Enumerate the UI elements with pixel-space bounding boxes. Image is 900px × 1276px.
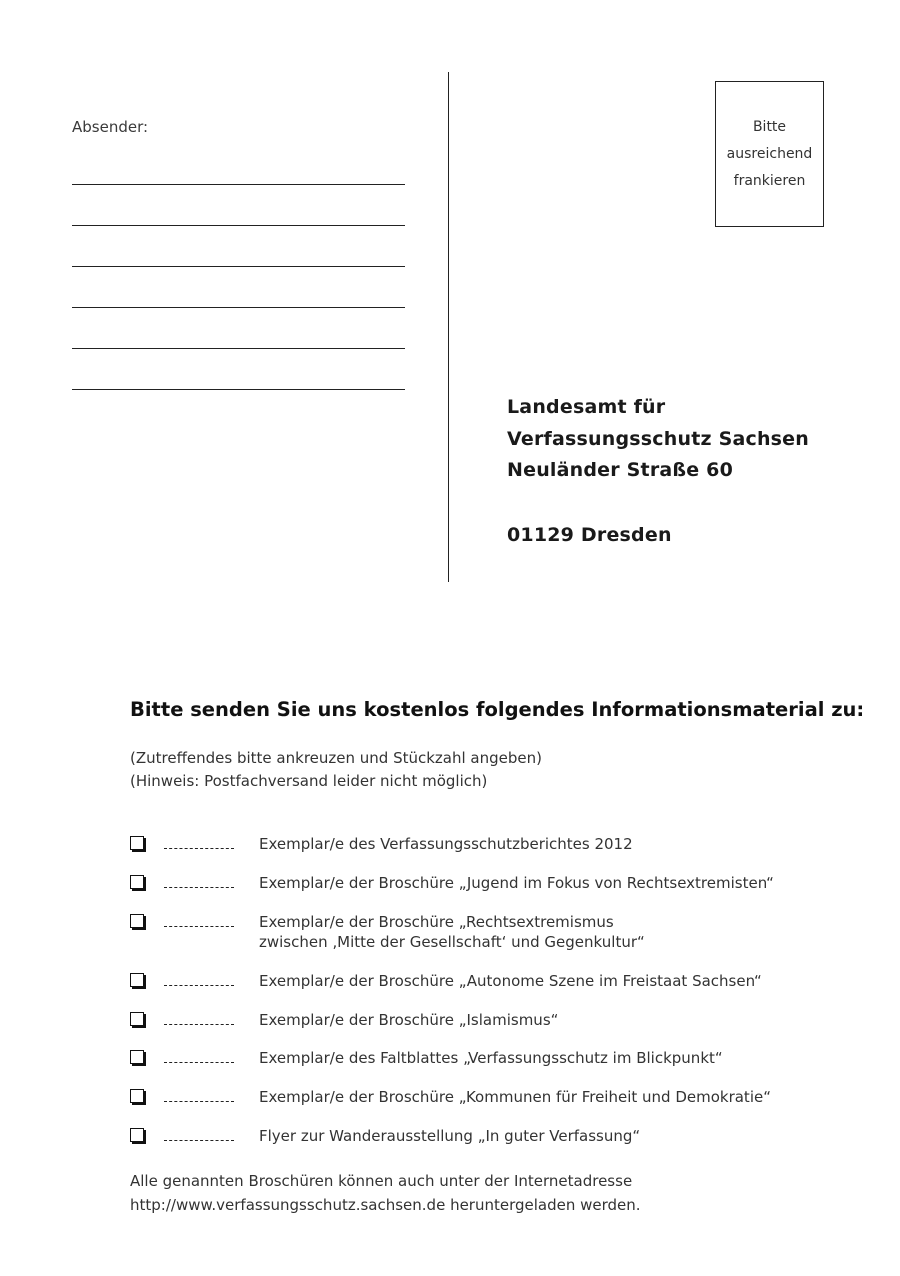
quantity-underline [164, 1062, 234, 1063]
quantity-field[interactable] [164, 1126, 234, 1146]
item-label: Exemplar/e der Broschüre „Islamismus“ [259, 1011, 559, 1029]
order-item-8 [130, 1126, 850, 1150]
item-label: Exemplar/e des Faltblattes „Verfassungsschutz im Blickpunkt“ [259, 1049, 723, 1067]
item-checkbox[interactable] [130, 836, 144, 850]
quantity-underline [164, 985, 234, 986]
stamp-text-2: ausreichend [726, 145, 813, 162]
item-checkbox[interactable] [130, 1128, 144, 1142]
item-label: Exemplar/e der Broschüre „Rechtsextremismus [259, 913, 614, 931]
recipient-line-1: Landesamt für [507, 396, 666, 418]
order-item-2 [130, 873, 850, 897]
item-checkbox[interactable] [130, 875, 144, 889]
quantity-field[interactable] [164, 1087, 234, 1107]
order-note-1: (Zutreffendes bitte ankreuzen und Stückzahl angeben) [130, 749, 542, 767]
quantity-field[interactable] [164, 912, 234, 932]
recipient-line-4: 01129 Dresden [507, 524, 672, 546]
sender-line-4[interactable] [72, 307, 405, 308]
quantity-field[interactable] [164, 834, 234, 854]
order-heading: Bitte senden Sie uns kostenlos folgendes Informationsmaterial zu: [130, 698, 865, 721]
quantity-underline [164, 1024, 234, 1025]
item-label: Exemplar/e der Broschüre „Autonome Szene im Freistaat Sachsen“ [259, 972, 762, 990]
order-item-7 [130, 1087, 850, 1111]
quantity-underline [164, 1101, 234, 1102]
footer-line-2: http://www.verfassungsschutz.sachsen.de heruntergeladen werden. [130, 1196, 641, 1214]
quantity-field[interactable] [164, 1010, 234, 1030]
quantity-field[interactable] [164, 1048, 234, 1068]
order-item-5 [130, 1010, 850, 1034]
order-item-3 [130, 912, 850, 956]
item-checkbox[interactable] [130, 1050, 144, 1064]
item-checkbox[interactable] [130, 914, 144, 928]
quantity-underline [164, 926, 234, 927]
item-checkbox[interactable] [130, 973, 144, 987]
quantity-field[interactable] [164, 971, 234, 991]
recipient-line-2: Verfassungsschutz Sachsen [507, 428, 809, 450]
quantity-field[interactable] [164, 873, 234, 893]
stamp-box [715, 81, 824, 227]
item-checkbox[interactable] [130, 1089, 144, 1103]
item-label: Exemplar/e des Verfassungsschutzberichtes 2012 [259, 835, 633, 853]
footer-line-1: Alle genannten Broschüren können auch unter der Internetadresse [130, 1172, 633, 1190]
sender-line-1[interactable] [72, 184, 405, 185]
item-checkbox[interactable] [130, 1012, 144, 1026]
stamp-text-3: frankieren [733, 172, 806, 189]
postcard-divider [448, 72, 449, 582]
sender-line-2[interactable] [72, 225, 405, 226]
order-note-2: (Hinweis: Postfachversand leider nicht möglich) [130, 772, 488, 790]
order-item-4 [130, 971, 850, 995]
item-label: Exemplar/e der Broschüre „Jugend im Fokus von Rechtsextremisten“ [259, 874, 774, 892]
sender-label: Absender: [72, 118, 149, 136]
item-label: Exemplar/e der Broschüre „Kommunen für Freiheit und Demokratie“ [259, 1088, 771, 1106]
item-label: Flyer zur Wanderausstellung „In guter Verfassung“ [259, 1127, 641, 1145]
quantity-underline [164, 887, 234, 888]
order-item-1 [130, 834, 850, 858]
recipient-line-3: Neuländer Straße 60 [507, 459, 734, 481]
order-item-6 [130, 1048, 850, 1072]
quantity-underline [164, 848, 234, 849]
sender-line-5[interactable] [72, 348, 405, 349]
item-label-continued: zwischen ‚Mitte der Gesellschaft‘ und Gegenkultur“ [259, 933, 645, 951]
quantity-underline [164, 1140, 234, 1141]
sender-line-6[interactable] [72, 389, 405, 390]
stamp-text-1: Bitte [752, 118, 787, 135]
sender-line-3[interactable] [72, 266, 405, 267]
